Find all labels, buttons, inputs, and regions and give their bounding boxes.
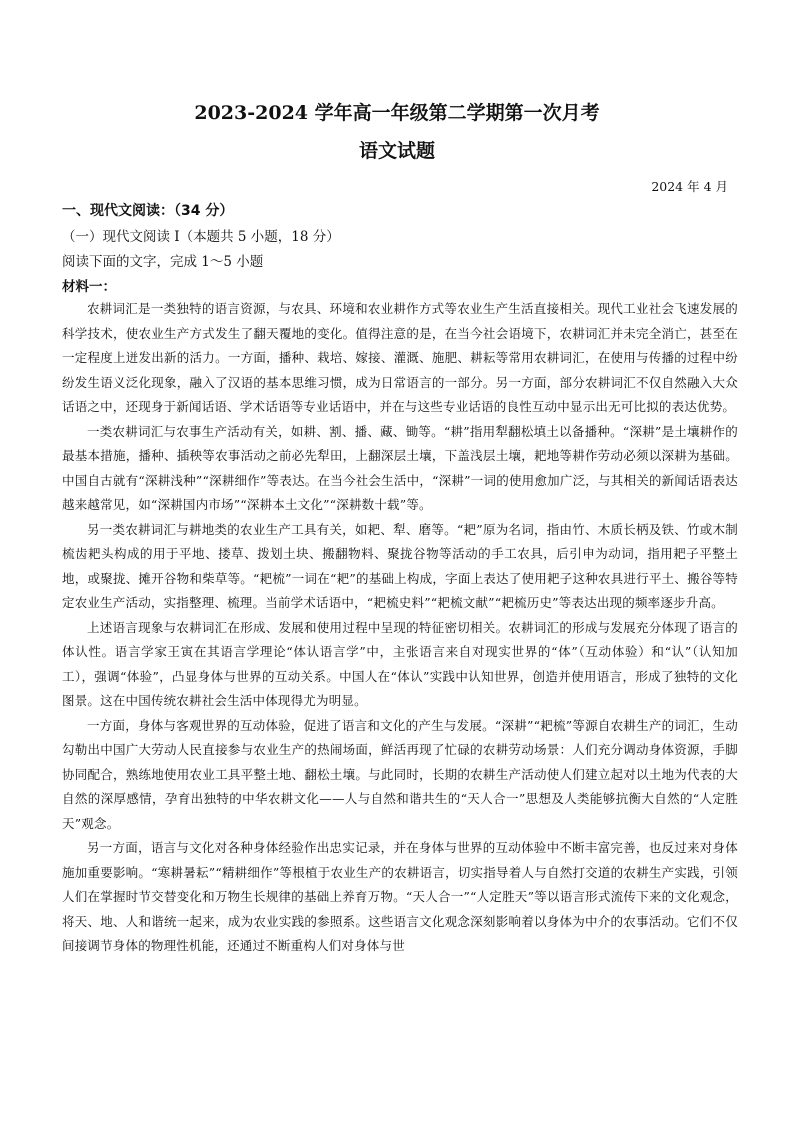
sub-heading: （一）现代文阅读 I（本题共 5 小题，18 分）: [62, 229, 340, 245]
paragraph: 另一类农耕词汇与耕地类的农业生产工具有关，如耙、犁、磨等。“耙”原为名词，指由竹、木质长柄及铁、竹或木制梳齿耙头构成的用于平地、搂草、拨划土块、搬翻物料、聚拢谷物等活动的手工农具，后引申为动词，指用耙子平整土地，或聚拢、摊开谷物和柴草等。“耙梳”一词在“耙”的基础上构成，字面上表达了使用耙子这种农具进行平土、搬谷等特定农业生产活动，实指整理、梳理。当前学术话语中，“耙梳史料”“耙梳文献”“耙梳历史”等表达出现的频率逐步升高。: [62, 521, 738, 610]
paragraph: 上述语言现象与农耕词汇在形成、发展和使用过程中呈现的特征密切相关。农耕词汇的形成与发展充分体现了语言的体认性。语言学家王寅在其语言学理论“体认语言学”中，主张语言来自对现实世界的“体”（互动体验）和“认”（认知加工），强调“体验”，凸显身体与世界的互动关系。中国人在“体认”实践中认知世界，创造并使用语言，形成了独特的文化图景。这在中国传统农耕社会生活中体现得尤为明显。: [62, 619, 738, 708]
paragraph: 一类农耕词汇与农事生产活动有关，如耕、割、播、藏、锄等。“耕”指用犁翻松填土以备播种。“深耕”是土壤耕作的最基本措施，播种、插秧等农事活动之前必先犁田，上翻深层土壤，下盖浅层土壤，耙地等耕作劳动必须以深耕为基础。中国自古就有“深耕浅种”“深耕细作”等表达。在当今社会生活中，“深耕”一词的使用愈加广泛，与其相关的新闻话语表达越来越常见，如“深耕国内市场”“深耕本土文化”“深耕数十载”等。: [62, 423, 738, 512]
exam-title: 2023-2024 学年高一年级第二学期第一次月考: [194, 102, 600, 124]
paragraph: 一方面，身体与客观世界的互动体验，促进了语言和文化的产生与发展。“深耕”“耙梳”等源自农耕生产的词汇，生动勾勒出中国广大劳动人民直接参与农业生产的热闹场面，鲜活再现了忙碌的农耕劳动场景：人们充分调动身体资源，手脚协同配合，熟练地使用农业工具平整土地、翻松土壤。与此同时，长期的农耕生产活动使人们建立起对以土地为代表的大自然的深厚感情，孕育出独特的中华农耕文化——人与自然和谐共生的“天人合一”思想及人类能够抗衡大自然的“人定胜天”观念。: [62, 717, 738, 831]
material-label: 材料一：: [62, 279, 116, 295]
paragraph: 农耕词汇是一类独特的语言资源，与农具、环境和农业耕作方式等农业生产生活直接相关。现代工业社会飞速发展的科学技术，使农业生产方式发生了翻天覆地的变化。值得注意的是，在当今社会语境下，农耕词汇并未完全消亡，甚至在一定程度上迸发出新的活力。一方面，播种、栽培、嫁接、灌溉、施肥、耕耘等常用农耕词汇，在使用与传播的过程中纷纷发生语义泛化现象，融入了汉语的基本思维习惯，成为日常语言的一部分。另一方面，部分农耕词汇不仅自然融入大众话语之中，还现身于新闻话语、学术话语等专业话语中，并在与这些专业话语的良性互动中显示出无可比拟的表达优势。: [62, 301, 738, 414]
exam-subject: 语文试题: [358, 140, 435, 162]
material-body: [62, 297, 738, 959]
paragraph: 另一方面，语言与文化对各种身体经验作出忠实记录，并在身体与世界的互动体验中不断丰富完善，也反过来对身体施加重要影响。“寒耕暑耘”“精耕细作”等根植于农业生产的农耕语言，切实指导着人与自然打交道的农耕生产实践，引领人们在掌握时节交替变化和万物生长规律的基础上养育万物。“天人合一”“人定胜天”等以语言形式流传下来的文化观念，将天、地、人和谐统一起来，成为农业实践的参照系。这些语言文化观念深刻影响着以身体为中介的农事活动。它们不仅间接调节身体的物理性机能，还通过不断重构人们对身体与世: [62, 840, 738, 953]
exam-date: 2024 年 4 月: [651, 179, 728, 194]
section-heading: 一、现代文阅读：（34 分）: [62, 203, 234, 219]
instruction: 阅读下面的文字，完成 1～5 小题: [62, 254, 264, 270]
